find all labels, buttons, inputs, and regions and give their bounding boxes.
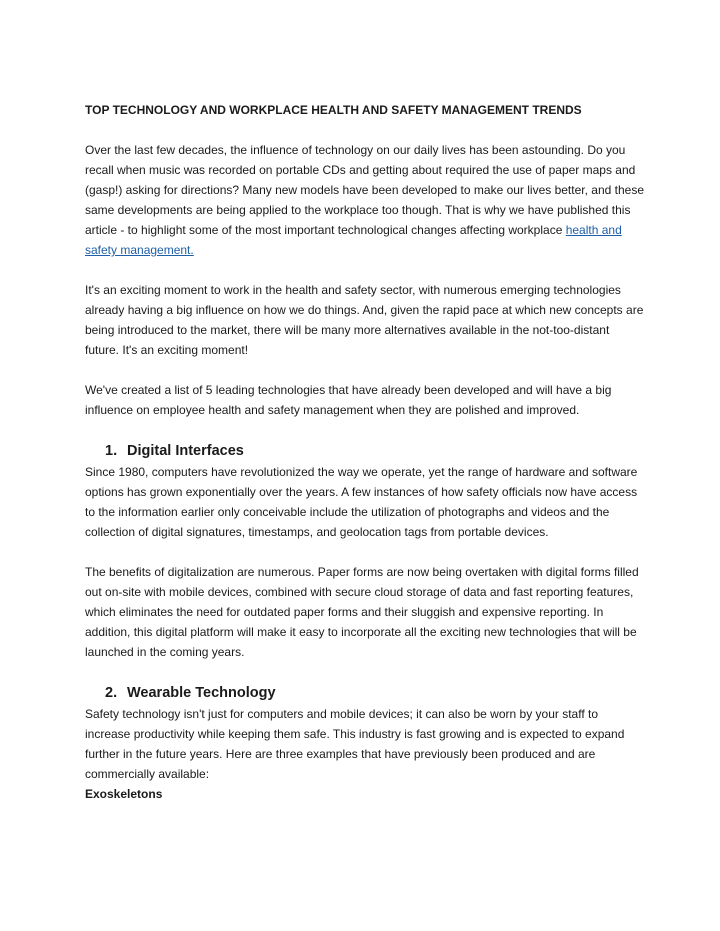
- intro-paragraph-1: [85, 140, 645, 260]
- exoskeletons-subheading: Exoskeletons: [85, 787, 163, 801]
- document-title: TOP TECHNOLOGY AND WORKPLACE HEALTH AND SAFETY MANAGEMENT TRENDS: [85, 103, 582, 117]
- intro-paragraph-2: It's an exciting moment to work in the health and safety sector, with numerous emerging technologies already having a big influence on how we do things. And, given the rapid pace at which new concepts are being introduced to the market, there will be many more alternatives available in the not-too-distant future. It's an exciting moment!: [85, 283, 644, 357]
- health-safety-management-link[interactable]: health and safety management.: [85, 223, 622, 257]
- section-2-number: 2.: [105, 685, 118, 701]
- section-2-heading-text: Wearable Technology: [127, 685, 276, 701]
- intro-paragraph-3: We've created a list of 5 leading technologies that have already been developed and will have a big influence on employee health and safety management when they are polished and improved.: [85, 383, 612, 417]
- section-1-paragraph-2: The benefits of digitalization are numerous. Paper forms are now being overtaken with digital forms filled out on-site with mobile devices, combined with secure cloud storage of data and fast reporting features, which eliminates the need for outdated paper forms and their sluggish and expensive reporting. In addition, this digital platform will make it easy to incorporate all the exciting new technologies that will be launched in the coming years.: [85, 565, 639, 659]
- section-2-paragraph-1: Safety technology isn't just for computers and mobile devices; it can also be worn by your staff to increase productivity while keeping them safe. This industry is fast growing and is expected to expand further in the future years. Here are three examples that have previously been produced and are commercially available:: [85, 707, 625, 781]
- section-2-heading: [85, 682, 645, 704]
- section-1-heading: [85, 440, 645, 462]
- section-1-number: 1.: [105, 443, 118, 459]
- intro-paragraph-1-text: Over the last few decades, the influence of technology on our daily lives has been astounding. Do you recall when music was recorded on portable CDs and getting about required the use of paper maps and (gasp!) asking for directions? Many new models have been developed to make our lives better, and these same developments are being applied to the workplace too though. That is why we have published this article - to highlight some of the most important technological changes affecting workplace: [85, 143, 644, 237]
- section-1-paragraph-1: Since 1980, computers have revolutionized the way we operate, yet the range of hardware and software options has grown exponentially over the years. A few instances of how safety officials now have access to the information earlier only conceivable include the utilization of photographs and videos and the collection of digital signatures, timestamps, and geolocation tags from portable devices.: [85, 465, 638, 539]
- document-body: [85, 100, 645, 804]
- section-1-heading-text: Digital Interfaces: [127, 443, 244, 459]
